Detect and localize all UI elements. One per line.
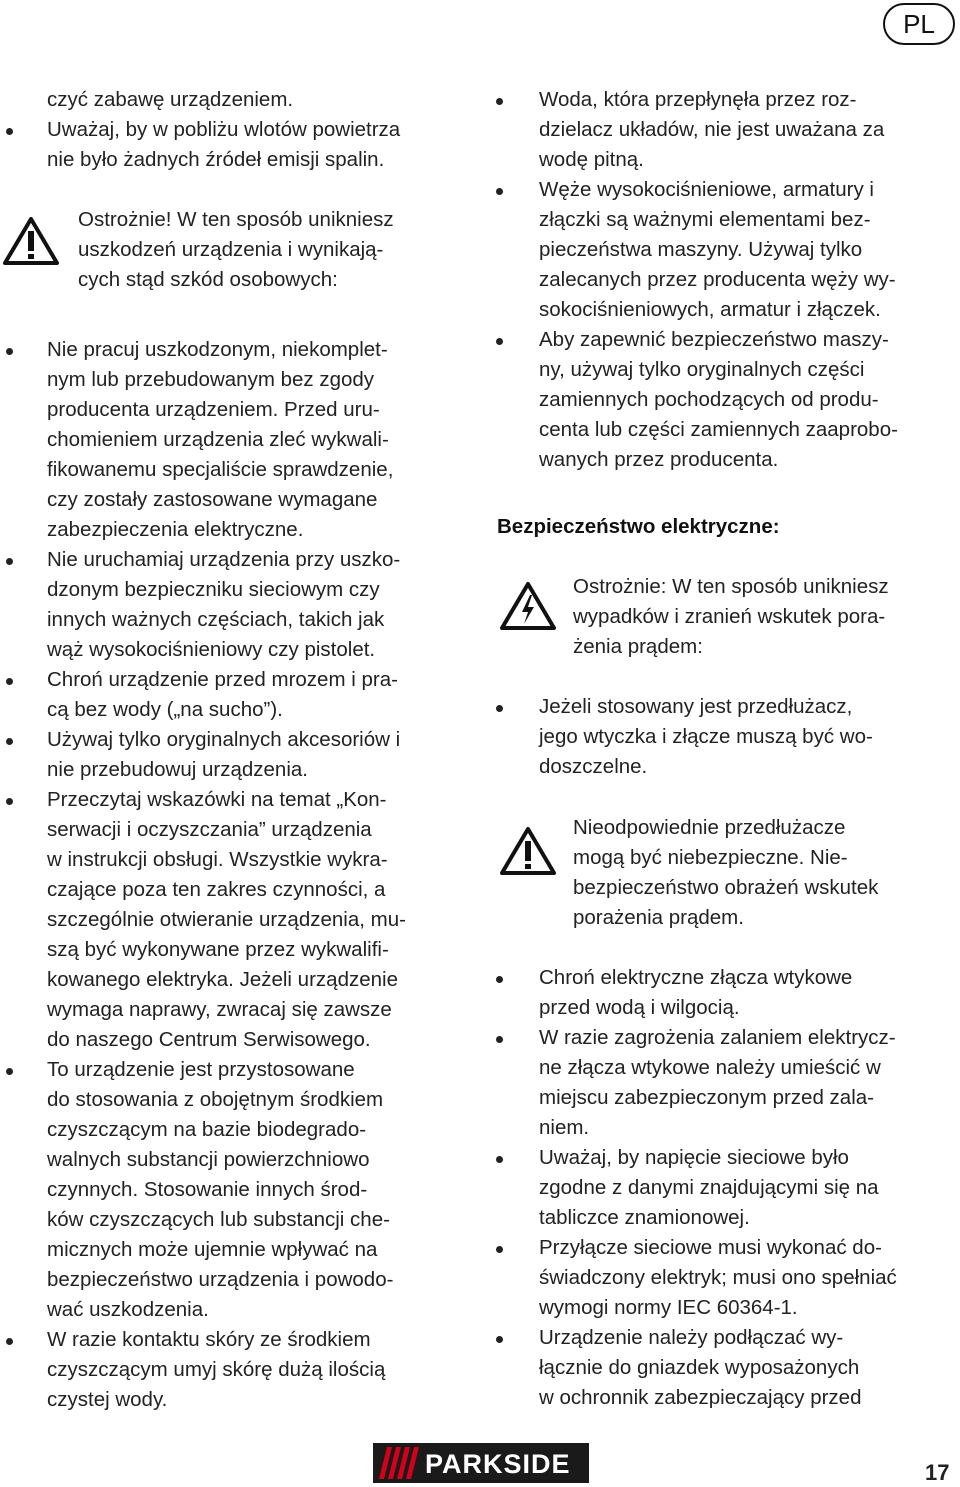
text-line: To urządzenie jest przystosowane xyxy=(47,1058,355,1081)
text-line: Urządzenie należy podłączać wy- xyxy=(539,1326,844,1349)
text-line: złączki są ważnymi elementami bez- xyxy=(539,208,871,231)
bullet-dot xyxy=(6,128,13,135)
text-line: niem. xyxy=(539,1116,590,1139)
text-line: nie przebudowuj urządzenia. xyxy=(47,758,308,781)
text-line: zalecanych przez producenta węży wy- xyxy=(539,268,896,291)
text-line: centa lub części zamiennych zaaprobo- xyxy=(539,418,898,441)
bullet-dot xyxy=(496,188,503,195)
text-line: czyszczącym na bazie biodegrado- xyxy=(47,1118,367,1141)
text-line: szczególnie otwieranie urządzenia, mu- xyxy=(47,908,406,931)
text-line: czyć zabawę urządzeniem. xyxy=(47,88,294,111)
text-line: w ochronnik zabezpieczający przed xyxy=(539,1386,862,1409)
text-line: do stosowania z obojętnym środkiem xyxy=(47,1088,384,1111)
text-line: Przeczytaj wskazówki na temat „Kon- xyxy=(47,788,387,811)
text-line: cą bez wody („na sucho”). xyxy=(47,698,283,721)
text-line: dzielacz układów, nie jest uważana za xyxy=(539,118,885,141)
text-line: jego wtyczka i złącze muszą być wo- xyxy=(539,725,873,748)
text-line: świadczony elektryk; musi ono spełniać xyxy=(539,1266,897,1289)
bullet-dot xyxy=(6,798,13,805)
text-line: Nieodpowiednie przedłużacze xyxy=(573,816,846,839)
bullet-dot xyxy=(496,976,503,983)
text-line: ków czyszczących lub substancji che- xyxy=(47,1208,390,1231)
text-line: wymaga naprawy, zwracaj się zawsze xyxy=(47,998,392,1021)
text-line: nym lub przebudowanym bez zgody xyxy=(47,368,375,391)
text-line: Uważaj, by napięcie sieciowe było xyxy=(539,1146,849,1169)
text-line: kowanego elektryka. Jeżeli urządzenie xyxy=(47,968,398,991)
text-line: Ostrożnie: W ten sposób unikniesz xyxy=(573,575,889,598)
text-line: Chroń elektryczne złącza wtykowe xyxy=(539,966,853,989)
text-line: sokociśnieniowych, armatur i złączek. xyxy=(539,298,881,321)
text-line: Nie pracuj uszkodzonym, niekomplet- xyxy=(47,338,388,361)
text-line: doszczelne. xyxy=(539,755,648,778)
text-line: W razie zagrożenia zalaniem elektrycz- xyxy=(539,1026,896,1049)
text-line: Chroń urządzenie przed mrozem i pra- xyxy=(47,668,398,691)
text-line: czynnych. Stosowanie innych środ- xyxy=(47,1178,368,1201)
text-line: szą być wykonywane przez wykwalifi- xyxy=(47,938,389,961)
text-line: czyszczącym umyj skórę dużą ilością xyxy=(47,1358,386,1381)
page-number: 17 xyxy=(925,1460,950,1485)
text-line: wypadków i zranień wskutek pora- xyxy=(573,605,886,628)
text-line: do naszego Centrum Serwisowego. xyxy=(47,1028,371,1051)
text-line: dzonym bezpieczniku sieciowym czy xyxy=(47,578,380,601)
bullet-dot xyxy=(6,1338,13,1345)
warning-triangle-icon xyxy=(2,215,60,267)
text-line: producenta urządzeniem. Przed uru- xyxy=(47,398,380,421)
text-line: w instrukcji obsługi. Wszystkie wykra- xyxy=(47,848,388,871)
text-line: pieczeństwa maszyny. Używaj tylko xyxy=(539,238,863,261)
bullet-dot xyxy=(6,558,13,565)
text-line: zamiennych pochodzących od produ- xyxy=(539,388,879,411)
text-line: ne złącza wtykowe należy umieścić w xyxy=(539,1056,881,1079)
bullet-dot xyxy=(496,338,503,345)
bullet-dot xyxy=(6,348,13,355)
text-line: łącznie do gniazdek wyposażonych xyxy=(539,1356,860,1379)
text-line: wać uszkodzenia. xyxy=(47,1298,209,1321)
text-line: innych ważnych częściach, takich jak xyxy=(47,608,385,631)
text-line: Używaj tylko oryginalnych akcesoriów i xyxy=(47,728,401,751)
text-line: ny, używaj tylko oryginalnych części xyxy=(539,358,865,381)
text-line: mogą być niebezpieczne. Nie- xyxy=(573,846,848,869)
bullet-dot xyxy=(496,98,503,105)
text-line: Uważaj, by w pobliżu wlotów powietrza xyxy=(47,118,401,141)
bullet-dot xyxy=(6,678,13,685)
text-line: Aby zapewnić bezpieczeństwo maszy- xyxy=(539,328,889,351)
language-badge: PL xyxy=(883,3,955,45)
text-line: wodę pitną. xyxy=(539,148,644,171)
text-line: zgodne z danymi znajdującymi się na xyxy=(539,1176,879,1199)
warning-triangle-icon xyxy=(499,825,557,877)
text-line: bezpieczeństwo obrażeń wskutek xyxy=(573,876,879,899)
text-line: tabliczce znamionowej. xyxy=(539,1206,750,1229)
bullet-dot xyxy=(496,1336,503,1343)
electric-hazard-icon xyxy=(499,580,557,632)
text-line: chomieniem urządzenia zleć wykwali- xyxy=(47,428,389,451)
text-line: cych stąd szkód osobowych: xyxy=(78,268,338,291)
parkside-logo xyxy=(373,1443,589,1483)
text-line: czające poza ten zakres czynności, a xyxy=(47,878,386,901)
text-line: porażenia prądem. xyxy=(573,906,744,929)
text-line: micznych może ujemnie wpływać na xyxy=(47,1238,378,1261)
text-line: Ostrożnie! W ten sposób unikniesz xyxy=(78,208,394,231)
text-line: wymogi normy IEC 60364-1. xyxy=(539,1296,798,1319)
bullet-dot xyxy=(496,1036,503,1043)
text-line: walnych substancji powierzchniowo xyxy=(47,1148,370,1171)
text-line: zabezpieczenia elektryczne. xyxy=(47,518,304,541)
brand-text: PARKSIDE xyxy=(425,1449,571,1479)
text-line: W razie kontaktu skóry ze środkiem xyxy=(47,1328,371,1351)
text-line: Jeżeli stosowany jest przedłużacz, xyxy=(539,695,853,718)
bullet-dot xyxy=(6,1068,13,1075)
bullet-dot xyxy=(496,705,503,712)
text-line: serwacji i oczyszczania” urządzenia xyxy=(47,818,372,841)
text-line: Nie uruchamiaj urządzenia przy uszko- xyxy=(47,548,401,571)
text-line: bezpieczeństwo urządzenia i powodo- xyxy=(47,1268,394,1291)
text-line: Przyłącze sieciowe musi wykonać do- xyxy=(539,1236,882,1259)
text-line: fikowanemu specjaliście sprawdzenie, xyxy=(47,458,394,481)
text-line: uszkodzeń urządzenia i wynikają- xyxy=(78,238,384,261)
text-line: czystej wody. xyxy=(47,1388,168,1411)
text-line: wanych przez producenta. xyxy=(539,448,779,471)
bullet-dot xyxy=(6,738,13,745)
text-line: przed wodą i wilgocią. xyxy=(539,996,740,1019)
text-line: czy zostały zastosowane wymagane xyxy=(47,488,378,511)
text-line: Woda, która przepłynęła przez roz- xyxy=(539,88,857,111)
text-line: nie było żadnych źródeł emisji spalin. xyxy=(47,148,385,171)
bullet-dot xyxy=(496,1156,503,1163)
bullet-dot xyxy=(496,1246,503,1253)
text-line: miejscu zabezpieczonym przed zala- xyxy=(539,1086,874,1109)
section-heading: Bezpieczeństwo elektryczne: xyxy=(497,515,780,538)
text-line: żenia prądem: xyxy=(573,635,703,658)
text-line: Węże wysokociśnieniowe, armatury i xyxy=(539,178,874,201)
text-line: wąż wysokociśnieniowy czy pistolet. xyxy=(47,638,376,661)
